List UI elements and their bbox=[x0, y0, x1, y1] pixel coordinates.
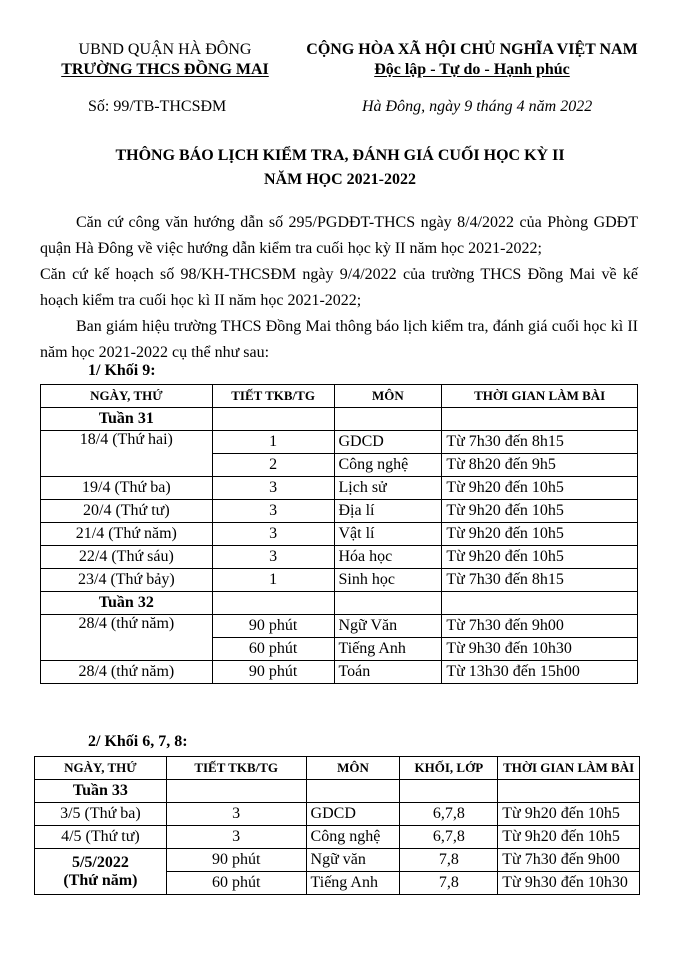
paragraph-announcement: Ban giám hiệu trường THCS Đồng Mai thông báo lịch kiểm tra, đánh giá cuối học kì II năm học 2021-2022 cụ thể như sau: bbox=[40, 318, 638, 361]
cell-time: Từ 7h30 đến 9h00 bbox=[498, 849, 640, 872]
cell-time: Từ 7h30 đến 9h00 bbox=[442, 615, 638, 638]
document-title bbox=[40, 144, 640, 192]
week-row bbox=[41, 408, 638, 431]
grade9-schedule-table bbox=[40, 384, 638, 684]
table-row bbox=[41, 500, 638, 523]
cell-time: Từ 9h20 đến 10h5 bbox=[442, 523, 638, 546]
cell-period: 60 phút bbox=[212, 638, 334, 661]
section-grade9-heading: 1/ Khối 9: bbox=[88, 362, 156, 379]
cell-day-weekday: (Thứ năm) bbox=[63, 871, 138, 889]
cell-subject: Toán bbox=[334, 661, 442, 684]
week-label: Tuần 31 bbox=[41, 408, 213, 431]
cell-time: Từ 9h20 đến 10h5 bbox=[442, 546, 638, 569]
cell-time: Từ 9h20 đến 10h5 bbox=[498, 803, 640, 826]
week-row bbox=[41, 592, 638, 615]
table-row bbox=[41, 431, 638, 454]
cell-period: 90 phút bbox=[212, 615, 334, 638]
cell-subject: Vật lí bbox=[334, 523, 442, 546]
cell-day: 28/4 (thứ năm) bbox=[41, 615, 213, 661]
table-header-row bbox=[41, 385, 638, 408]
cell-period: 3 bbox=[166, 826, 306, 849]
cell-day bbox=[35, 849, 167, 895]
week-row bbox=[35, 780, 640, 803]
cell-day: 20/4 (Thứ tư) bbox=[41, 500, 213, 523]
col-header-day: NGÀY, THỨ bbox=[41, 385, 213, 408]
table-row bbox=[35, 826, 640, 849]
cell-day: 22/4 (Thứ sáu) bbox=[41, 546, 213, 569]
national-heading bbox=[282, 40, 662, 80]
cell-time: Từ 7h30 đến 8h15 bbox=[442, 431, 638, 454]
cell-grades: 6,7,8 bbox=[400, 803, 498, 826]
paragraph-basis-1: Căn cứ công văn hướng dẫn số 295/PGDĐT-THCS ngày 8/4/2022 của Phòng GDĐT quận Hà Đông về việc hướng dẫn kiểm tra cuối học kỳ II năm học 2021-2022; bbox=[40, 214, 638, 257]
cell-period: 3 bbox=[212, 500, 334, 523]
cell-grades: 6,7,8 bbox=[400, 826, 498, 849]
table-row bbox=[41, 523, 638, 546]
col-header-period: TIẾT TKB/TG bbox=[166, 757, 306, 780]
col-header-period: TIẾT TKB/TG bbox=[212, 385, 334, 408]
week-label: Tuần 33 bbox=[35, 780, 167, 803]
cell-time: Từ 7h30 đến 8h15 bbox=[442, 569, 638, 592]
cell-day: 23/4 (Thứ bảy) bbox=[41, 569, 213, 592]
issuer-block bbox=[40, 40, 290, 80]
cell-period: 1 bbox=[212, 569, 334, 592]
col-header-subject: MÔN bbox=[334, 385, 442, 408]
cell-period: 60 phút bbox=[166, 872, 306, 895]
cell-period: 90 phút bbox=[166, 849, 306, 872]
cell-subject: Tiếng Anh bbox=[334, 638, 442, 661]
cell-period: 3 bbox=[212, 477, 334, 500]
cell-subject: Tiếng Anh bbox=[306, 872, 400, 895]
cell-subject: Công nghệ bbox=[306, 826, 400, 849]
school-name: TRƯỜNG THCS ĐỒNG MAI bbox=[61, 61, 269, 78]
cell-subject: Lịch sử bbox=[334, 477, 442, 500]
week-label: Tuần 32 bbox=[41, 592, 213, 615]
section-grades678-heading: 2/ Khối 6, 7, 8: bbox=[88, 733, 188, 750]
cell-subject: Công nghệ bbox=[334, 454, 442, 477]
cell-subject: Hóa học bbox=[334, 546, 442, 569]
title-line-1: THÔNG BÁO LỊCH KIỂM TRA, ĐÁNH GIÁ CUỐI HỌC KỲ II bbox=[115, 147, 565, 164]
cell-time: Từ 9h30 đến 10h30 bbox=[442, 638, 638, 661]
table-row bbox=[41, 546, 638, 569]
cell-time: Từ 9h20 đến 10h5 bbox=[498, 826, 640, 849]
cell-time: Từ 9h20 đến 10h5 bbox=[442, 477, 638, 500]
grades678-schedule-table bbox=[34, 756, 640, 895]
cell-subject: GDCD bbox=[334, 431, 442, 454]
cell-period: 3 bbox=[212, 546, 334, 569]
cell-period: 90 phút bbox=[212, 661, 334, 684]
table-row bbox=[35, 803, 640, 826]
district-name: UBND QUẬN HÀ ĐÔNG bbox=[78, 41, 252, 58]
table-header-row bbox=[35, 757, 640, 780]
cell-period: 2 bbox=[212, 454, 334, 477]
table-row bbox=[41, 477, 638, 500]
cell-subject: GDCD bbox=[306, 803, 400, 826]
col-header-time: THỜI GIAN LÀM BÀI bbox=[498, 757, 640, 780]
table-row bbox=[41, 615, 638, 638]
cell-time: Từ 9h20 đến 10h5 bbox=[442, 500, 638, 523]
cell-time: Từ 8h20 đến 9h5 bbox=[442, 454, 638, 477]
title-line-2: NĂM HỌC 2021-2022 bbox=[264, 171, 416, 188]
cell-day: 18/4 (Thứ hai) bbox=[41, 431, 213, 477]
country-name: CỘNG HÒA XÃ HỘI CHỦ NGHĨA VIỆT NAM bbox=[306, 41, 638, 58]
col-header-day: NGÀY, THỨ bbox=[35, 757, 167, 780]
cell-period: 1 bbox=[212, 431, 334, 454]
cell-day: 19/4 (Thứ ba) bbox=[41, 477, 213, 500]
table-row bbox=[41, 569, 638, 592]
cell-subject: Ngữ văn bbox=[306, 849, 400, 872]
cell-day-date: 5/5/2022 bbox=[71, 853, 129, 871]
reference-number: Số: 99/TB-THCSĐM bbox=[88, 98, 227, 115]
cell-grades: 7,8 bbox=[400, 849, 498, 872]
cell-period: 3 bbox=[212, 523, 334, 546]
cell-day: 4/5 (Thứ tư) bbox=[35, 826, 167, 849]
cell-day: 3/5 (Thứ ba) bbox=[35, 803, 167, 826]
cell-subject: Ngữ Văn bbox=[334, 615, 442, 638]
col-header-grades: KHỐI, LỚP bbox=[400, 757, 498, 780]
issue-date: Hà Đông, ngày 9 tháng 4 năm 2022 bbox=[362, 98, 593, 115]
table-row bbox=[35, 849, 640, 872]
cell-time: Từ 13h30 đến 15h00 bbox=[442, 661, 638, 684]
cell-day: 21/4 (Thứ năm) bbox=[41, 523, 213, 546]
col-header-time: THỜI GIAN LÀM BÀI bbox=[442, 385, 638, 408]
cell-subject: Sinh học bbox=[334, 569, 442, 592]
col-header-subject: MÔN bbox=[306, 757, 400, 780]
table-row bbox=[41, 661, 638, 684]
cell-subject: Địa lí bbox=[334, 500, 442, 523]
national-motto: Độc lập - Tự do - Hạnh phúc bbox=[374, 61, 570, 78]
cell-day: 28/4 (thứ năm) bbox=[41, 661, 213, 684]
cell-grades: 7,8 bbox=[400, 872, 498, 895]
paragraph-basis-2: Căn cứ kế hoạch số 98/KH-THCSĐM ngày 9/4/2022 của trường THCS Đồng Mai về kế hoạch kiểm tra cuối học kì II năm học 2021-2022; bbox=[40, 266, 638, 309]
cell-period: 3 bbox=[166, 803, 306, 826]
cell-time: Từ 9h30 đến 10h30 bbox=[498, 872, 640, 895]
